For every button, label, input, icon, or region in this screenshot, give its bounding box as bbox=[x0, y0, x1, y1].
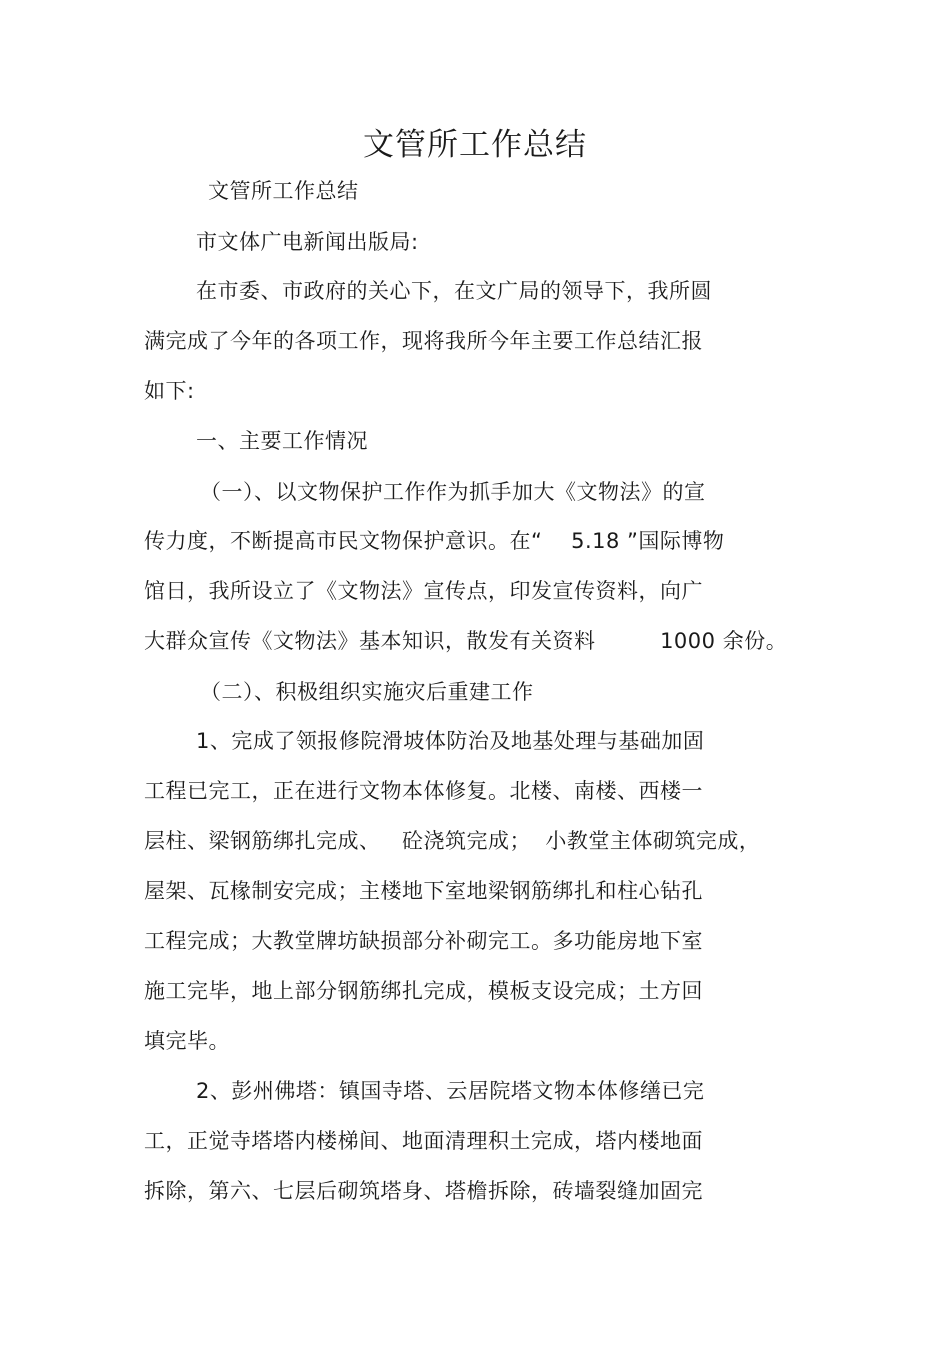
document-line: 满完成了今年的各项工作，现将我所今年主要工作总结汇报 bbox=[144, 329, 703, 353]
document-line: 屋架、瓦椽制安完成；主楼地下室地梁钢筋绑扎和柱心钻孔 bbox=[144, 879, 703, 903]
document-line: （一）、以文物保护工作作为抓手加大《文物法》的宣 bbox=[200, 480, 706, 504]
document-line: （二）、积极组织实施灾后重建工作 bbox=[200, 680, 534, 704]
document-line: 文管所工作总结 bbox=[208, 179, 359, 203]
document-line: 市文体广电新闻出版局: bbox=[196, 230, 419, 254]
document-line: 大群众宣传《文物法》基本知识，散发有关资料 1000 余份。 bbox=[144, 629, 788, 653]
document-line: 传力度，不断提高市民文物保护意识。在“ 5.18 ”国际博物 bbox=[144, 529, 725, 553]
document-title: 文管所工作总结 bbox=[363, 127, 587, 163]
document-line: 2、彭州佛塔：镇国寺塔、云居院塔文物本体修缮已完 bbox=[196, 1079, 705, 1103]
document-line: 一、主要工作情况 bbox=[196, 429, 368, 453]
document-line: 工程完成；大教堂牌坊缺损部分补砌完工。多功能房地下室 bbox=[144, 929, 703, 953]
document-line: 施工完毕，地上部分钢筋绑扎完成，模板支设完成；土方回 bbox=[144, 979, 703, 1003]
document-line: 1、完成了领报修院滑坡体防治及地基处理与基础加固 bbox=[196, 729, 705, 753]
document-line: 在市委、市政府的关心下，在文广局的领导下，我所圆 bbox=[196, 279, 712, 303]
document-line: 填完毕。 bbox=[144, 1029, 230, 1053]
document-line: 拆除，第六、七层后砌筑塔身、塔檐拆除，砖墙裂缝加固完 bbox=[144, 1179, 703, 1203]
document-line: 馆日，我所设立了《文物法》宣传点，印发宣传资料，向广 bbox=[144, 579, 703, 603]
document-line: 工程已完工，正在进行文物本体修复。北楼、南楼、西楼一 bbox=[144, 779, 703, 803]
document-line: 如下: bbox=[144, 379, 195, 403]
document-line: 层柱、梁钢筋绑扎完成、 砼浇筑完成； 小教堂主体砌筑完成， bbox=[144, 829, 761, 853]
document-line: 工，正觉寺塔塔内楼梯间、地面清理积土完成，塔内楼地面 bbox=[144, 1129, 703, 1153]
